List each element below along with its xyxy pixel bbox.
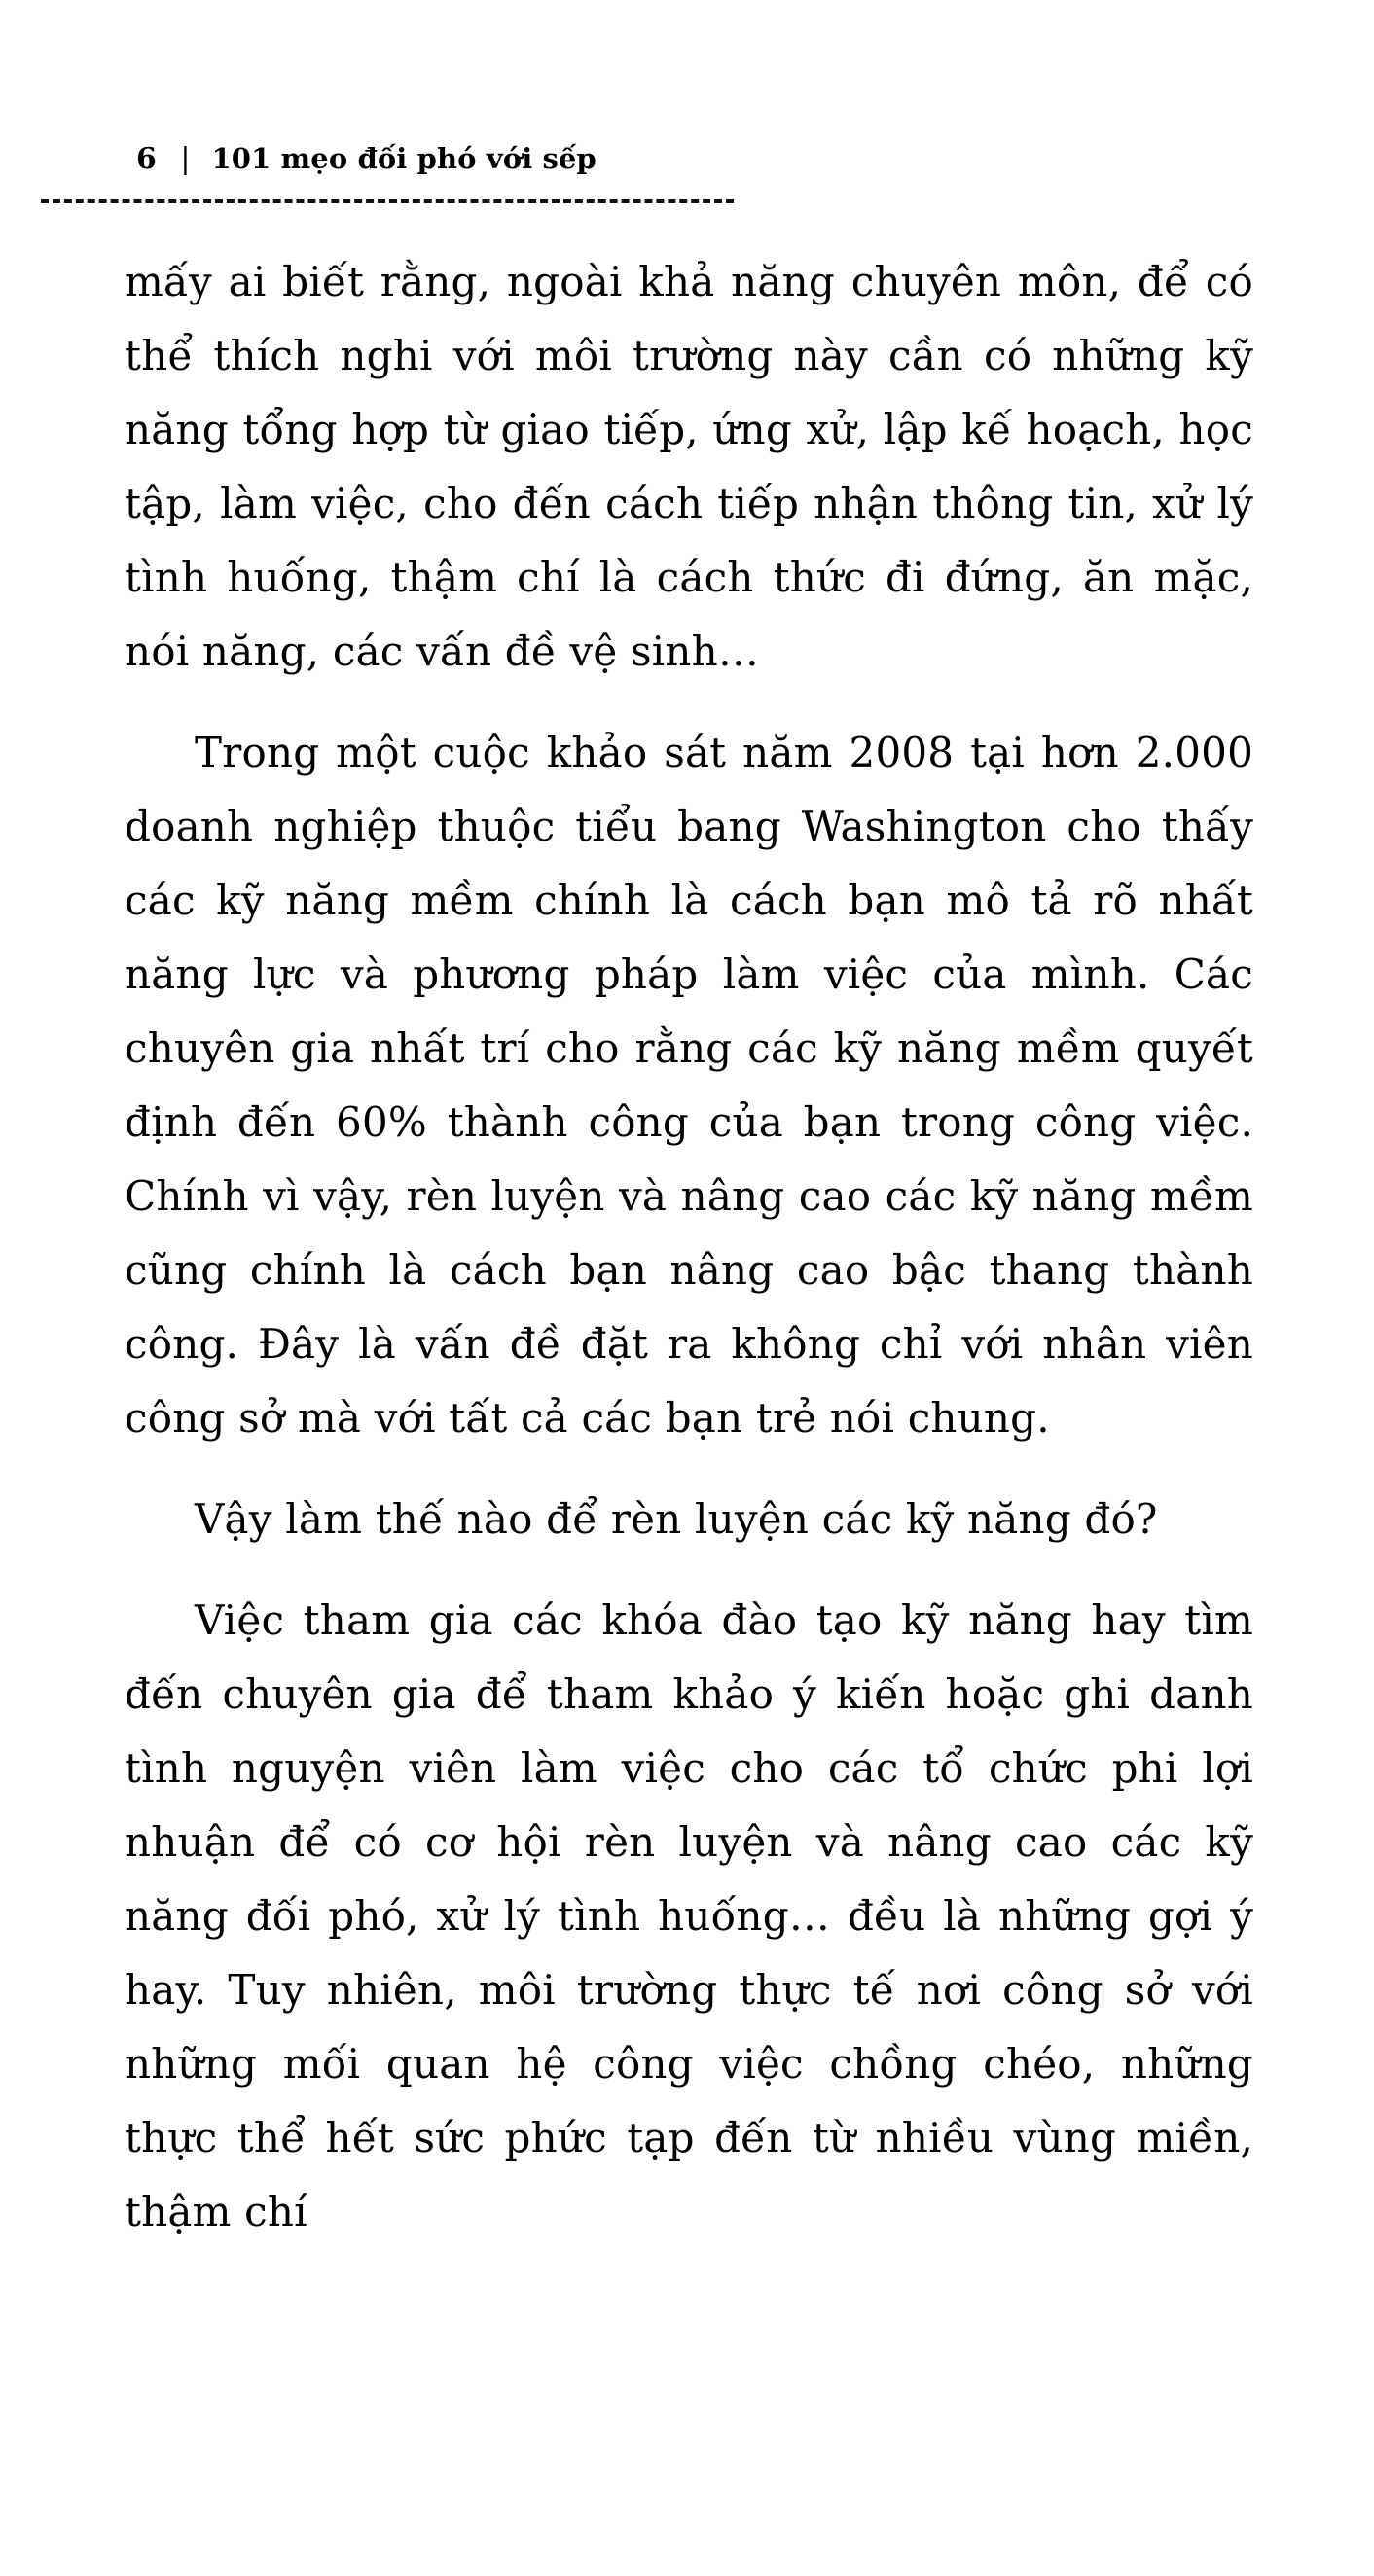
header-divider [41, 199, 734, 207]
running-head [136, 125, 1236, 193]
paragraph: Việc tham gia các khóa đào tạo kỹ năng hay tìm đến chuyên gia để tham khảo ý kiến hoặc ghi danh tình nguyện viên làm việc cho các tổ chức phi lợi nhuận để có cơ hội rèn luyện và nâng cao các kỹ năng đối phó, xử lý tình huống… đều là những gợi ý hay. Tuy nhiên, môi trường thực tế nơi công sở với những mối quan hệ công việc chồng chéo, những thực thể hết sức phức tạp đến từ nhiều vùng miền, thậm chí [125, 1596, 1253, 2236]
paragraph: Vậy làm thế nào để rèn luyện các kỹ năng đó? [195, 1495, 1158, 1543]
page-number: 6 [136, 141, 158, 176]
paragraph: Trong một cuộc khảo sát năm 2008 tại hơn 2.000 doanh nghiệp thuộc tiểu bang Washington cho thấy các kỹ năng mềm chính là cách bạn mô tả rõ nhất năng lực và phương pháp làm việc của mình. Các chuyên gia nhất trí cho rằng các kỹ năng mềm quyết định đến 60% thành công của bạn trong công việc. Chính vì vậy, rèn luyện và nâng cao các kỹ năng mềm cũng chính là cách bạn nâng cao bậc thang thành công. Đây là vấn đề đặt ra không chỉ với nhân viên công sở mà với tất cả các bạn trẻ nói chung. [125, 729, 1253, 1442]
running-head-separator: | [180, 141, 191, 176]
paragraph: mấy ai biết rằng, ngoài khả năng chuyên môn, để có thể thích nghi với môi trường này cần có những kỹ năng tổng hợp từ giao tiếp, ứng xử, lập kế hoạch, học tập, làm việc, cho đến cách tiếp nhận thông tin, xử lý tình huống, thậm chí là cách thức đi đứng, ăn mặc, nói năng, các vấn đề vệ sinh… [125, 258, 1253, 675]
book-title: 101 mẹo đối phó với sếp [211, 142, 597, 175]
body-text [125, 245, 1253, 2249]
